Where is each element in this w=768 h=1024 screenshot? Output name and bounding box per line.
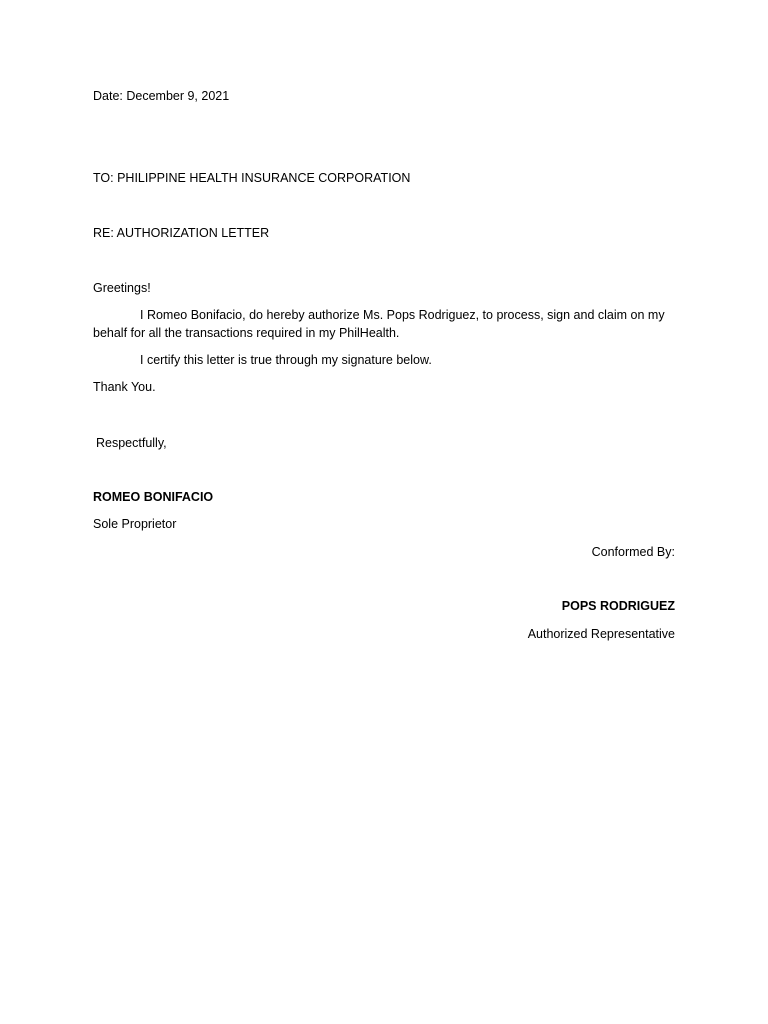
conformed-by-label: Conformed By: (591, 545, 675, 559)
representative-title: Authorized Representative (527, 627, 675, 641)
thank-you-line: Thank You. (93, 380, 156, 394)
date-line: Date: December 9, 2021 (93, 89, 230, 103)
subject-line: RE: AUTHORIZATION LETTER (93, 226, 270, 240)
recipient-line: TO: PHILIPPINE HEALTH INSURANCE CORPORATION (93, 171, 411, 185)
authorization-paragraph: I Romeo Bonifacio, do hereby authorize Ms. Pops Rodriguez, to process, sign and claim on my behalf for all the transactions required in my PhilHealth. (93, 308, 665, 340)
representative-name: POPS RODRIGUEZ (561, 599, 675, 613)
sender-name: ROMEO BONIFACIO (93, 490, 214, 504)
closing-line: Respectfully, (96, 436, 167, 450)
sender-title: Sole Proprietor (93, 517, 177, 531)
certification-paragraph: I certify this letter is true through my signature below. (140, 353, 432, 367)
greeting: Greetings! (93, 281, 151, 295)
